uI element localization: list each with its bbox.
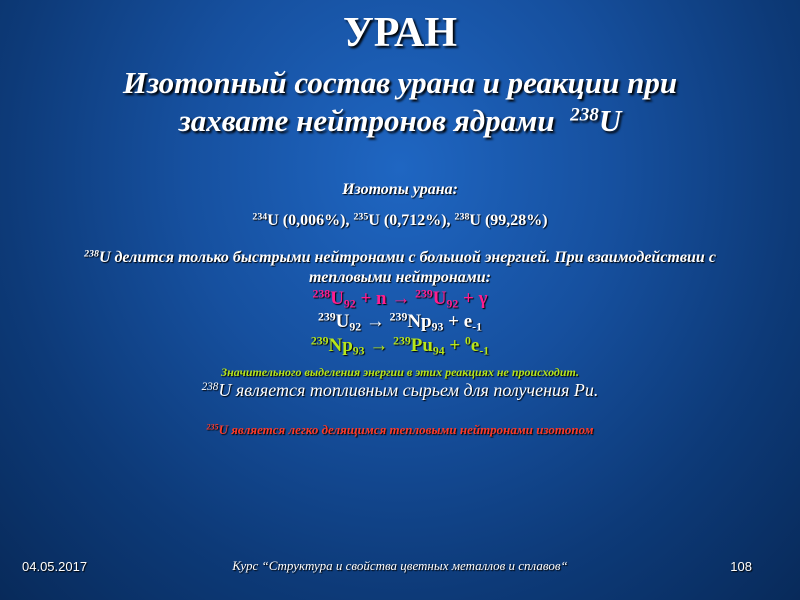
r1-charge2: 92: [446, 297, 459, 311]
r1-symbol2: U: [432, 288, 447, 309]
footer-date: 04.05.2017: [22, 559, 88, 574]
reaction-2: [40, 310, 760, 334]
u235-note: [40, 422, 760, 438]
r2-charge3: -1: [472, 320, 482, 334]
fuel-note-mass: 238: [201, 380, 219, 393]
fission-note-text: U делится только быстрыми нейтронами с большой энергией. При взаимодействии с тепловыми нейтронами:: [98, 249, 716, 286]
u235-note-mass: 235: [206, 422, 219, 432]
r3-symbol2: Pu: [410, 335, 433, 356]
r2-charge2: 93: [431, 320, 444, 334]
isotope-238-symbol: U: [469, 212, 481, 229]
isotope-234-mass: 234: [252, 211, 268, 223]
r3-symbol3: e: [470, 335, 480, 356]
reaction-3: [40, 334, 760, 358]
r3-mass3: 0: [465, 334, 471, 348]
r3-charge2: 94: [432, 344, 445, 358]
r1-gamma: + γ: [458, 288, 488, 309]
fuel-note: [40, 380, 760, 400]
isotope-238: [455, 212, 548, 229]
r2-charge1: 92: [349, 320, 362, 334]
isotope-238-mass: 238: [454, 211, 470, 223]
slide-subtitle: [40, 64, 760, 140]
reaction-1: [40, 288, 760, 310]
u235-note-text: U является легко делящимся тепловыми нейтронами изотопом: [218, 422, 594, 437]
r2-symbol2: Np: [407, 311, 432, 332]
r3-mass2: 239: [393, 334, 411, 348]
isotopes-list: [40, 210, 760, 232]
fuel-note-text: U является топливным сырьем для получения Pu.: [218, 380, 599, 400]
r2-symbol1: U: [335, 311, 350, 332]
r1-charge1: 92: [343, 297, 356, 311]
r1-arrow: →: [391, 288, 411, 309]
subtitle-line-2-text: захвате нейтронов ядрами: [178, 103, 555, 138]
subtitle-line-2: [40, 102, 760, 140]
r2-electron: + e: [443, 311, 473, 332]
r1-symbol1: U: [330, 288, 344, 309]
isotopes-heading: Изотопы урана:: [342, 181, 458, 198]
r2-mass1: 239: [318, 310, 336, 324]
isotope-235-mass: 235: [353, 211, 369, 223]
isotope-234-value: (0,006%),: [278, 212, 354, 229]
footer-course: Курс “Структура и свойства цветных металлов и сплавов“: [232, 558, 568, 573]
slide-title: УРАН: [342, 10, 458, 56]
isotope-234: [252, 212, 353, 229]
fission-note-mass: 238: [84, 248, 99, 260]
r2-mass2: 239: [389, 310, 408, 324]
r3-charge1: 93: [352, 344, 365, 358]
r3-symbol1: Np: [328, 335, 353, 356]
slide-body: [40, 180, 760, 438]
isotope-235-value: (0,712%),: [379, 212, 455, 229]
r3-charge3: -1: [479, 344, 490, 358]
r1-mass1: 238: [312, 287, 331, 301]
subtitle-symbol: U: [598, 103, 622, 138]
footer-page-number: 108: [730, 559, 752, 574]
isotope-235-symbol: U: [368, 212, 380, 229]
r1-mass2: 239: [415, 287, 433, 301]
isotope-235: [353, 212, 454, 229]
energy-note: Значительного выделения энергии в этих реакциях не происходит.: [220, 365, 580, 379]
subtitle-line-1: Изотопный состав урана и реакции при: [122, 65, 678, 100]
r3-plus: +: [444, 335, 465, 356]
fission-note: [40, 248, 760, 288]
isotope-234-symbol: U: [267, 212, 279, 229]
subtitle-mass: 238: [570, 104, 599, 126]
r3-arrow: →: [369, 335, 389, 356]
r1-neutron: + n: [355, 288, 392, 309]
r2-arrow: →: [365, 311, 385, 332]
isotope-238-value: (99,28%): [480, 212, 548, 229]
r3-mass1: 239: [310, 334, 329, 348]
